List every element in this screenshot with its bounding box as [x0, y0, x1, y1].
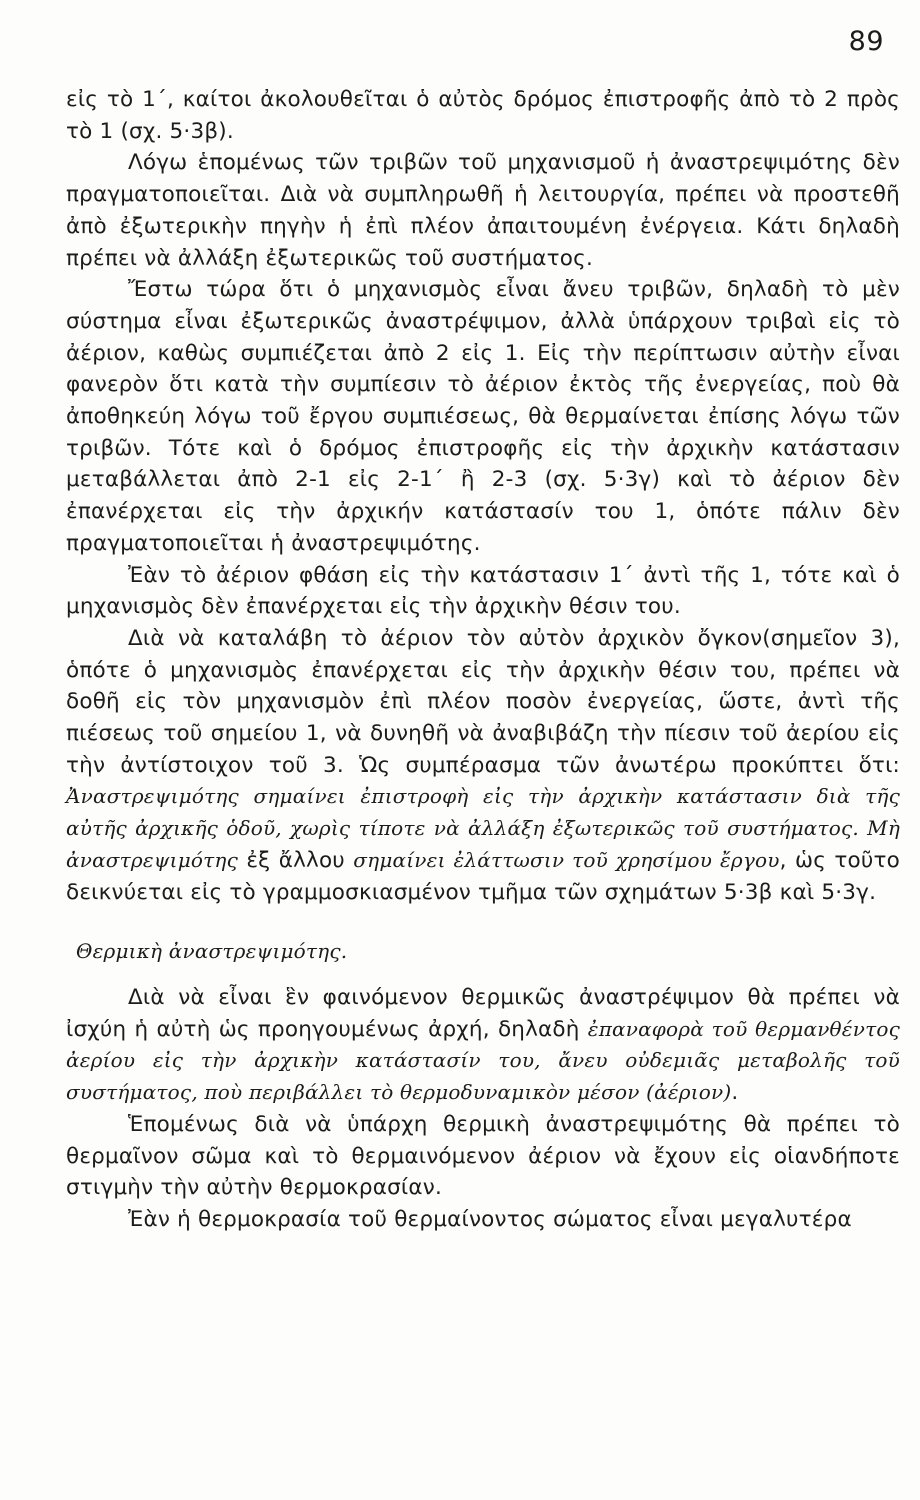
paragraph [66, 982, 900, 1109]
paragraph [66, 623, 900, 908]
text-run: εἰς τὸ 1΄, καίτοι ἀκολουθεῖται ὁ αὐτὸς δρόμος ἐπιστροφῆς ἀπὸ τὸ 2 πρὸς τὸ 1 (σχ. 5·3β). [66, 87, 900, 144]
paragraph [66, 1109, 900, 1204]
text-run: . [731, 1080, 739, 1106]
emphasized-text: Ἀναστρεψιμότης σημαίνει ἐπιστροφὴ εἰς τὴν ἀρχικὴν κατάστασιν διὰ τῆς αὐτῆς ἀρχικῆς ὁδοῦ, χωρὶς τίποτε νὰ ἀλλάξη ἐξωτερικῶς τοῦ συστήματος. Μὴ ἀναστρεψιμότης [66, 784, 900, 872]
paragraph [66, 84, 900, 147]
text-run: Ἐὰν ἡ θερμοκρασία τοῦ θερμαίνοντος σώματος εἶναι μεγαλυτέρα [128, 1206, 852, 1232]
paragraph [66, 147, 900, 274]
text-run: Ἑπομένως διὰ νὰ ὑπάρχη θερμικὴ ἀναστρεψιμότης θὰ πρέπει τὸ θερμαῖνον σῶμα καὶ τὸ θερμαινόμενον ἀέριον νὰ ἔχουν εἰς οἱανδήποτε στιγμὴν τὴν αὐτὴν θερμοκρασίαν. [66, 1111, 900, 1201]
text-run: , ὡς τοῦτο δεικνύεται εἰς τὸ γραμμοσκιασμένον τμῆμα τῶν σχημάτων 5·3β καὶ 5·3γ. [66, 847, 900, 905]
page-number: 89 [848, 26, 884, 57]
section-thermal-reversibility [66, 982, 900, 1236]
paragraph [66, 1204, 900, 1236]
text-run: Λόγω ἑπομένως τῶν τριβῶν τοῦ μηχανισμοῦ ἡ ἀναστρεψιμότης δὲν πραγματοποιεῖται. Διὰ νὰ συμπληρωθῆ ἡ λειτουργία, πρέπει νὰ προστεθῆ ἀπὸ ἐξωτερικὴν πηγὴν ἡ ἐπὶ πλέον ἀπαιτουμένη ἐνέργεια. Κάτι δηλαδὴ πρέπει νὰ ἀλλάξη ἐξωτερικῶς τοῦ συστήματος. [66, 150, 900, 271]
text-run: Ἔστω τώρα ὅτι ὁ μηχανισμὸς εἶναι ἄνευ τριβῶν, δηλαδὴ τὸ μὲν σύστημα εἶναι ἐξωτερικῶς ἀναστρέψιμον, ἀλλὰ ὑπάρχουν τριβαὶ εἰς τὸ ἀέριον, καθὼς συμπιέζεται ἀπὸ 2 εἰς 1. Εἰς τὴν περίπτωσιν αὐτὴν εἶναι φανερὸν ὅτι κατὰ τὴν συμπίεσιν τὸ ἀέριον ἐκτὸς τῆς ἐνεργείας, ποὺ θὰ ἀποθηκεύη λόγω τοῦ ἔργου συμπιέσεως, θὰ θερμαίνεται ἐπίσης λόγω τῶν τριβῶν. Τότε καὶ ὁ δρόμος ἐπιστροφῆς εἰς τὴν ἀρχικὴν κατάστασιν μεταβάλλεται ἀπὸ 2-1 εἰς 2-1΄ ἢ 2-3 (σχ. 5·3γ) καὶ τὸ ἀέριον δὲν ἐπανέρχεται εἰς τὴν ἀρχικήν κατάστασίν του 1, ὁπότε πάλιν δὲν πραγματοποιεῖται ἡ ἀναστρεψιμότης. [66, 277, 900, 556]
section-heading: Θερμικὴ ἀναστρεψιμότης. [76, 939, 348, 964]
emphasized-text: ἐπαναφορὰ τοῦ θερμανθέντος ἀερίου εἰς τὴν ἀρχικὴν κατάστασίν του, ἄνευ οὐδεμιᾶς μεταβολῆς τοῦ συστήματος, ποὺ περιβάλλει τὸ θερμοδυναμικὸν μέσον (ἀέριον) [66, 1016, 900, 1105]
text-run: Ἐὰν τὸ ἀέριον φθάση εἰς τὴν κατάστασιν 1΄ ἀντὶ τῆς 1, τότε καὶ ὁ μηχανισμὸς δὲν ἐπανέρχεται εἰς τὴν ἀρχικὴν θέσιν του. [66, 562, 900, 620]
emphasized-text: σημαίνει ἐλάττωσιν τοῦ χρησίμου ἔργου [353, 847, 780, 872]
section-mechanical-reversibility [66, 84, 900, 908]
text-run: Διὰ νὰ εἶναι ἓν φαινόμενον θερμικῶς ἀναστρέψιμον θὰ πρέπει νὰ ἰσχύη ἡ αὐτὴ ὡς προηγουμένως ἀρχή, δηλαδὴ [66, 984, 900, 1042]
paragraph [66, 560, 900, 623]
body-text [66, 84, 900, 1236]
paragraph [66, 274, 900, 559]
text-run: Διὰ νὰ καταλάβη τὸ ἀέριον τὸν αὐτὸν ἀρχικὸν ὄγκον(σημεῖον 3), ὁπότε ὁ μηχανισμὸς ἐπανέρχεται εἰς τὴν ἀρχικὴν θέσιν του, πρέπει νὰ δοθῆ εἰς τὸν μηχανισμὸν ἐπὶ πλέον ποσὸν ἐνεργείας, ὥστε, ἀντὶ τῆς πιέσεως τοῦ σημείου 1, νὰ δυνηθῆ νὰ ἀναβιβάζη τὴν πίεσιν τοῦ ἀερίου εἰς τὴν ἀντίστοιχον τοῦ 3. Ὡς συμπέρασμα τῶν ἀνωτέρω προκύπτει ὅτι: [66, 625, 900, 778]
text-run: ἐξ ἄλλου [238, 847, 354, 873]
